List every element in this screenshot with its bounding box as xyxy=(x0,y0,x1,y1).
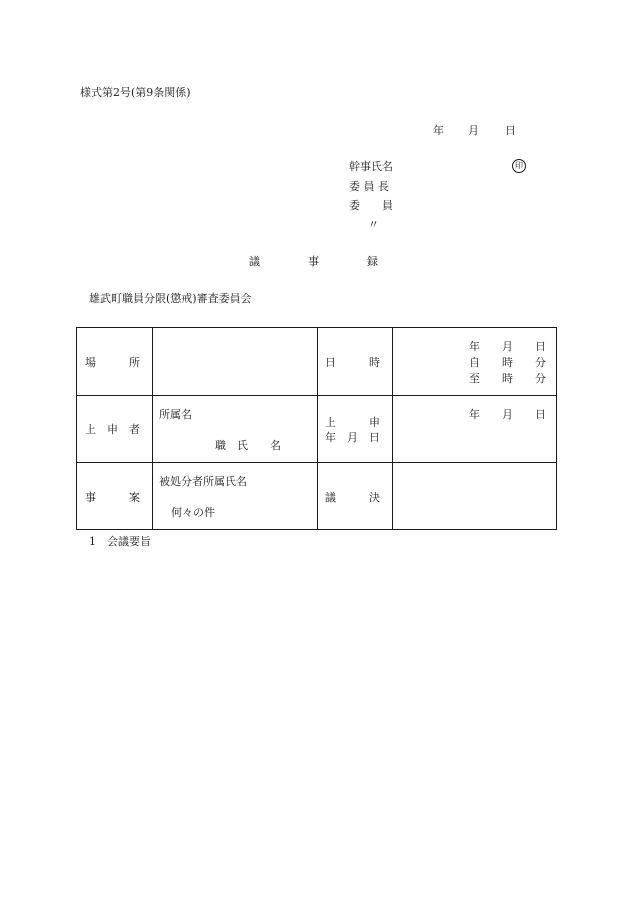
date-year: 年 xyxy=(433,124,444,137)
record-title-char-2: 事 xyxy=(308,255,319,268)
datetime-label: 日 時 xyxy=(325,356,380,369)
subject-name-label: 被処分者所属氏名 xyxy=(159,475,247,488)
report-date-label: 年 月 日 xyxy=(325,431,380,444)
committee-name: 雄武町職員分限(懲戒)審査委員会 xyxy=(89,292,252,305)
decision-label: 議 決 xyxy=(325,491,380,504)
report-label: 上 申 xyxy=(325,416,380,429)
table-divider xyxy=(152,328,153,529)
report-date: 年 月 日 xyxy=(469,408,546,421)
ditto-mark: 〃 xyxy=(368,218,379,231)
seal-mark: 印 xyxy=(512,159,526,173)
record-title-char-3: 録 xyxy=(367,255,378,268)
date-day: 日 xyxy=(505,124,516,137)
meeting-end: 至 時 分 xyxy=(469,372,546,385)
table-divider xyxy=(317,328,318,529)
table-divider xyxy=(392,328,393,529)
affiliation-label: 所属名 xyxy=(159,408,192,421)
record-title-char-1: 議 xyxy=(249,255,260,268)
date-month: 月 xyxy=(468,124,479,137)
secretary-label: 幹事氏名 xyxy=(349,160,393,173)
member-label: 委 員 xyxy=(349,199,393,212)
meeting-date: 年 月 日 xyxy=(469,340,546,353)
form-number: 様式第2号(第9条関係) xyxy=(80,86,191,99)
record-table xyxy=(76,327,557,530)
table-divider xyxy=(77,462,556,463)
place-label: 場 所 xyxy=(85,356,140,369)
chair-label: 委 員 長 xyxy=(349,180,389,193)
case-title: 何々の件 xyxy=(171,506,215,519)
meeting-start: 自 時 分 xyxy=(469,356,546,369)
case-label: 事 案 xyxy=(85,491,140,504)
reporter-label: 上 申 者 xyxy=(85,423,140,436)
position-name-label: 職 氏 名 xyxy=(215,439,281,452)
table-divider xyxy=(77,395,556,396)
meeting-summary-note: 1 会議要旨 xyxy=(89,535,151,548)
